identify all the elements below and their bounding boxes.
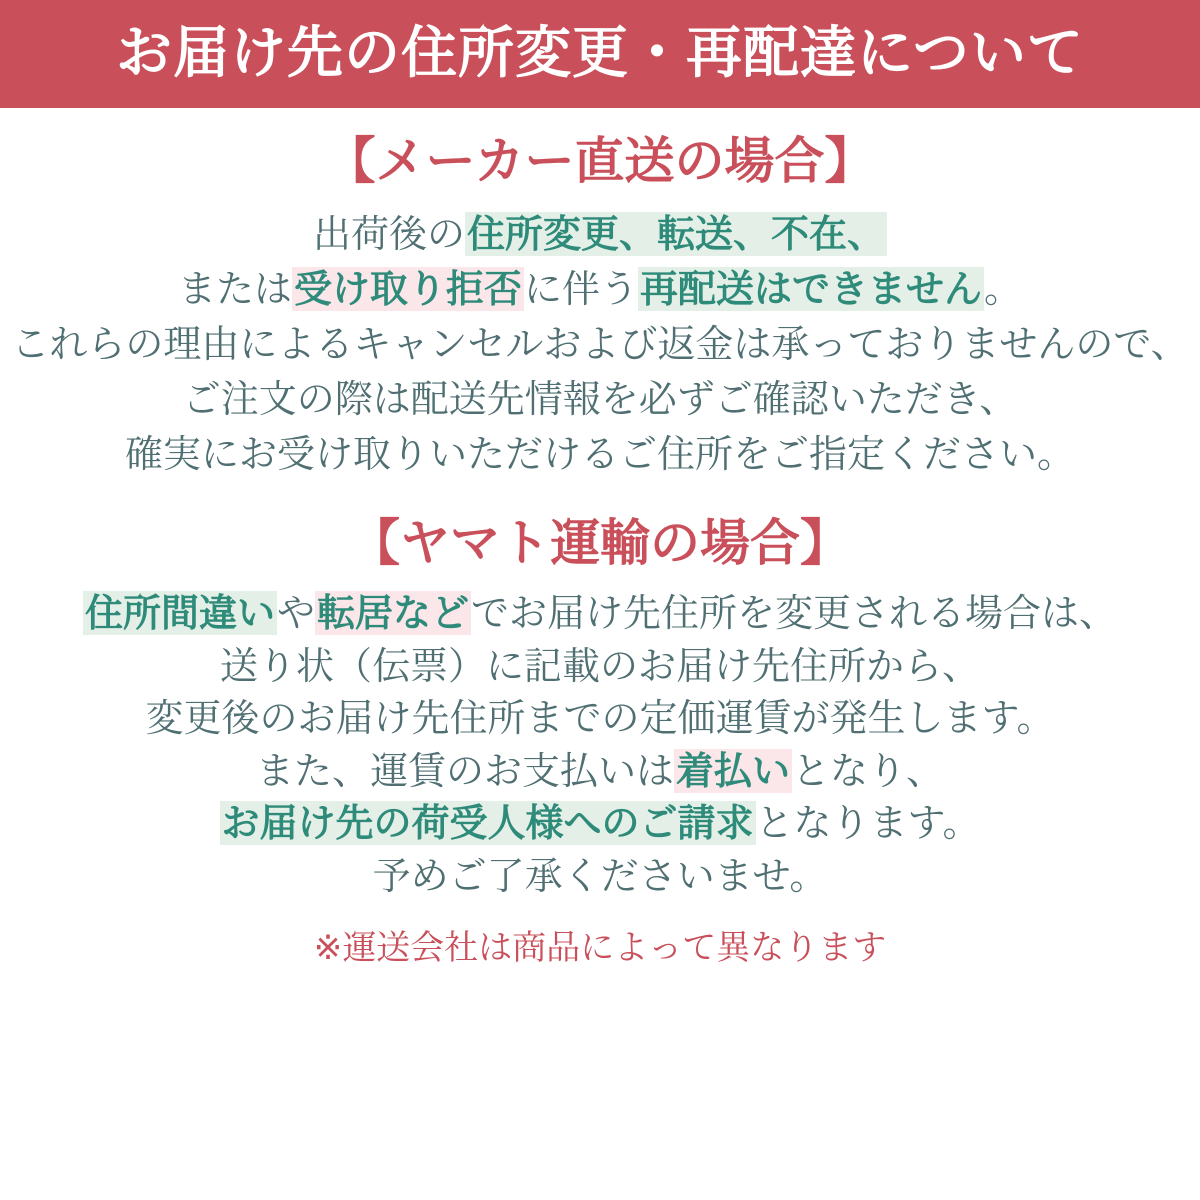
notice-line — [10, 797, 1190, 849]
header-band — [0, 0, 1200, 108]
line-text-highlight: 着払い — [675, 748, 790, 793]
section-heading-maker-direct: 【メーカー直送の場合】 — [325, 132, 875, 190]
page-title: お届け先の住所変更・再配達について — [116, 21, 1084, 86]
notice-line — [10, 317, 1190, 372]
line-text-plain: ご注文の際は配送先情報を必ずご確認いただき、 — [182, 377, 1018, 422]
line-text-plain: 変更後のお届け先住所までの定価運賃が発生します。 — [145, 696, 1055, 741]
line-text-plain: 送り状（伝票）に記載のお届け先住所から、 — [219, 643, 980, 688]
line-text-highlight: 受け取り拒否 — [293, 267, 522, 312]
line-text-plain: 確実にお受け取りいただけるご住所をご指定ください。 — [124, 432, 1075, 477]
line-text-highlight: お届け先の荷受人様へのご請求 — [221, 801, 754, 846]
notice-line — [10, 372, 1190, 427]
line-text-plain: これらの理由によるキャンセルおよび返金は承っておりませんので、 — [11, 322, 1189, 367]
notice-line — [10, 207, 1190, 262]
section-heading-yamato: 【ヤマト運輸の場合】 — [350, 514, 850, 573]
line-text-plain: となり、 — [792, 748, 945, 793]
notice-line — [10, 587, 1190, 639]
section-body-maker-direct — [10, 207, 1190, 482]
line-text-plain: または — [177, 267, 292, 312]
footnote: ※運送会社は商品によって異なります — [313, 928, 887, 969]
line-text-plain: 出荷後の — [312, 212, 465, 256]
line-text-plain: や — [276, 591, 315, 636]
line-text-highlight: 住所変更、転送、不在、 — [467, 212, 886, 256]
line-text-highlight: 転居など — [317, 591, 470, 636]
notice-line — [10, 850, 1190, 902]
line-text-highlight: 住所間違い — [84, 591, 275, 636]
line-text-plain: でお届け先住所を変更される場合は、 — [471, 591, 1118, 636]
notice-line — [10, 745, 1190, 797]
line-text-plain: また、運賃のお支払いは — [255, 748, 674, 793]
notice-line — [10, 692, 1190, 744]
line-text-plain: 予めご了承くださいませ。 — [372, 853, 828, 898]
line-text-plain: となります。 — [755, 801, 981, 846]
section-body-yamato — [10, 587, 1190, 902]
line-text-plain: に伴う — [523, 267, 638, 312]
line-text-plain: 。 — [984, 267, 1023, 312]
notice-line — [10, 427, 1190, 482]
line-text-highlight: 再配送はできません — [640, 267, 983, 312]
notice-line — [10, 640, 1190, 692]
notice-body — [0, 134, 1200, 969]
notice-line — [10, 262, 1190, 317]
